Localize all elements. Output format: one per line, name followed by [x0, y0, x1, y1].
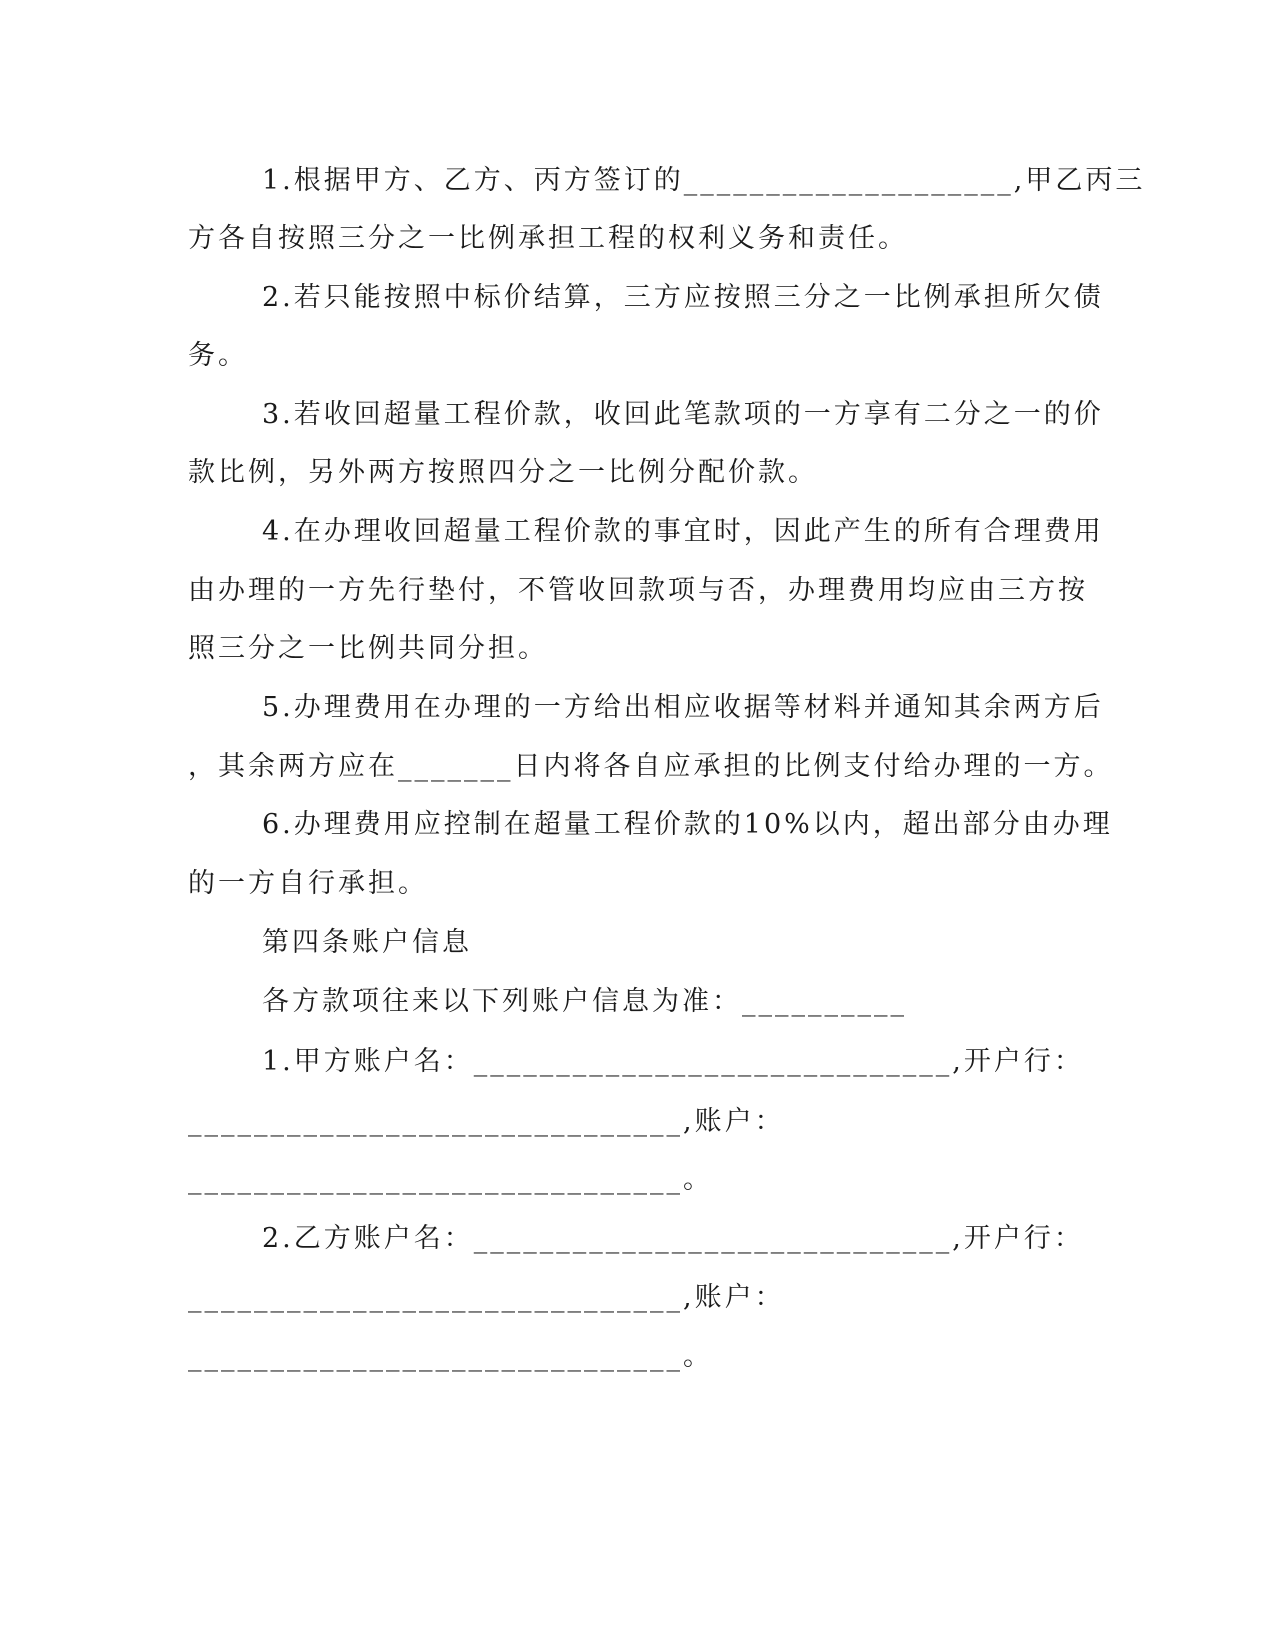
clause-5-line-1: 5.办理费用在办理的一方给出相应收据等材料并通知其余两方后 [262, 692, 1104, 723]
account-intro: 各方款项往来以下列账户信息为准：__________ [262, 986, 907, 1017]
party-b-bank: ______________________________,账户： [188, 1282, 785, 1313]
clause-4-line-2: 由办理的一方先行垫付，不管收回款项与否，办理费用均应由三方按 [188, 575, 1088, 606]
party-a-bank: ______________________________,账户： [188, 1106, 785, 1137]
party-a-account-number: ______________________________。 [188, 1164, 713, 1195]
party-b-account-name: 2.乙方账户名：_____________________________,开户行： [262, 1223, 1084, 1254]
clause-3-line-1: 3.若收回超量工程价款，收回此笔款项的一方享有二分之一的价 [262, 399, 1104, 430]
clause-1-line-1: 1.根据甲方、乙方、丙方签订的____________________,甲乙丙三 [262, 165, 1146, 196]
clause-2-line-1: 2.若只能按照中标价结算，三方应按照三分之一比例承担所欠债 [262, 282, 1104, 313]
clause-3-line-2: 款比例，另外两方按照四分之一比例分配价款。 [188, 457, 818, 488]
clause-6-line-1: 6.办理费用应控制在超量工程价款的10%以内，超出部分由办理 [262, 809, 1113, 840]
party-a-account-name: 1.甲方账户名：_____________________________,开户行： [262, 1046, 1084, 1077]
clause-5-line-2: ，其余两方应在_______日内将各自应承担的比例支付给办理的一方。 [188, 751, 1114, 782]
clause-4-line-3: 照三分之一比例共同分担。 [188, 633, 548, 664]
clause-2-line-2: 务。 [188, 340, 248, 371]
clause-6-line-2: 的一方自行承担。 [188, 868, 428, 899]
clause-4-line-1: 4.在办理收回超量工程价款的事宜时，因此产生的所有合理费用 [262, 516, 1104, 547]
party-b-account-number: ______________________________。 [188, 1341, 713, 1372]
clause-1-line-2: 方各自按照三分之一比例承担工程的权利义务和责任。 [188, 223, 908, 254]
section-heading: 第四条账户信息 [262, 927, 472, 958]
